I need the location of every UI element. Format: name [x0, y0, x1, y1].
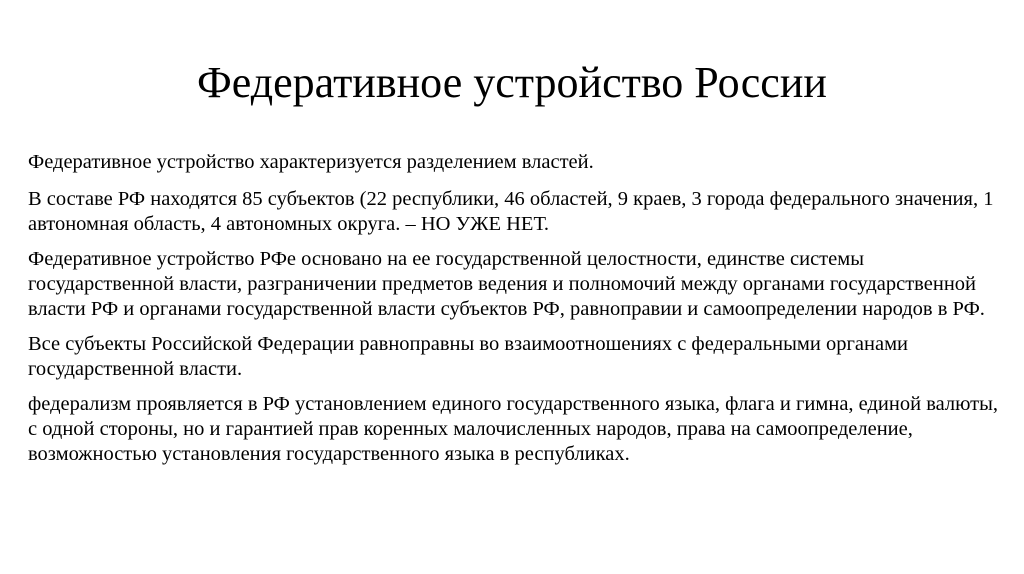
paragraph-separation-of-powers: Федеративное устройство характеризуется разделением властей. — [28, 151, 594, 173]
paragraph-equal-rights: Все субъекты Российской Федерации равноправны во взаимоотношениях с федеральными органами государственной власти. — [28, 333, 909, 380]
slide-body — [28, 150, 1003, 477]
paragraph-federalism-manifestation: федерализм проявляется в РФ установлением единого государственного языка, флага и гимна, единой валюты, с одной стороны, но и гарантией прав коренных малочисленных народов, права на самоопределение, возможностью установления государственного языка в республиках. — [28, 393, 999, 465]
slide-title: Федеративное устройство России — [197, 58, 827, 107]
paragraph-federal-structure-basis: Федеративное устройство РФе основано на ее государственной целостности, единстве системы государственной власти, разграничении предметов ведения и полномочий между органами государственной власти РФ и органами государственной власти субъектов РФ, равноправии и самоопределении народов в РФ. — [28, 248, 985, 320]
paragraph-federation-subjects: В составе РФ находятся 85 субъектов (22 республики, 46 областей, 9 краев, 3 города федерального значения, 1 автономная область, 4 автономных округа. – НО УЖЕ НЕТ. — [28, 188, 994, 235]
